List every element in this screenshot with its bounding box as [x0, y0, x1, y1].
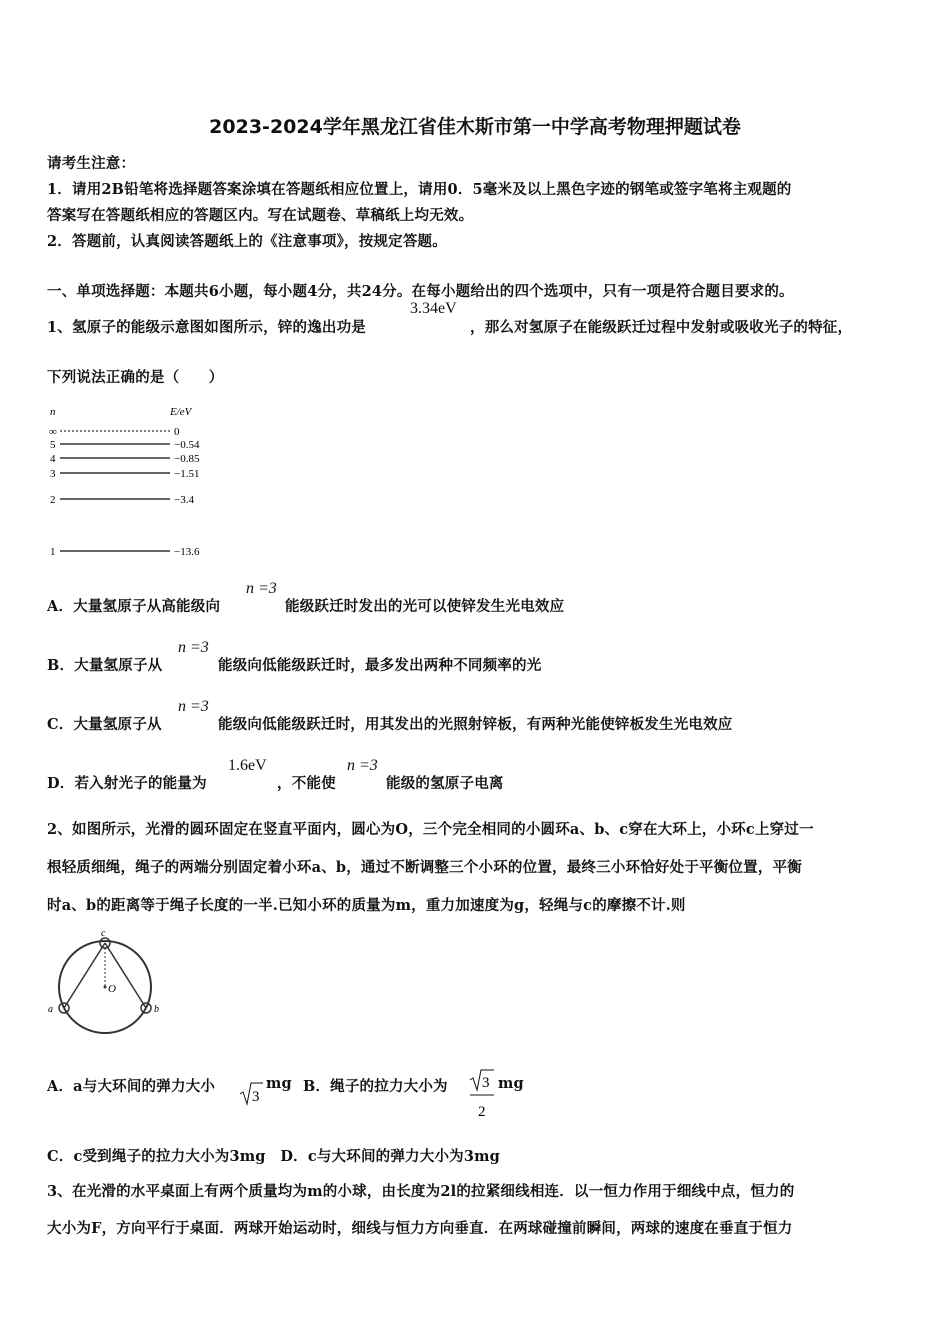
q2-option-b-denominator: 2 [478, 1104, 486, 1120]
q2-option-a-sqrt [238, 1080, 264, 1108]
rope-cb [105, 943, 146, 1008]
center-dot [104, 986, 107, 989]
q2-option-a-pre: A．a与大环间的弹力大小 [47, 1078, 216, 1095]
rope-ca [64, 943, 105, 1008]
section-heading: 一、单项选择题：本题共6小题，每小题4分，共24分。在每小题给出的四个选项中，只有一项是符合题目要求的。 [47, 283, 794, 300]
energy-level-diagram [46, 402, 226, 564]
level-3-e: −1.51 [174, 468, 200, 480]
label-a: a [48, 1004, 53, 1015]
q1-work-function: 3.34eV [410, 300, 457, 317]
q2-option-cd: C．c受到绳子的拉力大小为3mg D．c与大环间的弹力大小为3mg [47, 1148, 501, 1165]
level-4-e: −0.85 [174, 453, 200, 465]
q2-option-a-unit: mg [266, 1075, 292, 1092]
level-inf-n: ∞ [49, 426, 57, 438]
q1-option-b-post: 能级向低能级跃迁时，最多发出两种不同频率的光 [218, 657, 542, 674]
q1-option-a-pre: A．大量氢原子从高能级向 [47, 598, 221, 615]
notice-line-3: 2．答题前，认真阅读答题纸上的《注意事项》，按规定答题。 [47, 233, 447, 250]
q1-option-d-math2: n =3 [347, 757, 378, 774]
level-inf-e: 0 [174, 426, 180, 438]
level-5-e: −0.54 [174, 439, 200, 451]
q1-option-d-math1: 1.6eV [228, 757, 267, 774]
q1-option-a-math: n =3 [246, 580, 277, 597]
q2-line-3: 时a、b的距离等于绳子长度的一半.已知小环的质量为m，重力加速度为g，轻绳与c的摩擦不计.则 [47, 897, 686, 914]
q1-option-c-pre: C．大量氢原子从 [47, 716, 162, 733]
level-5-n: 5 [50, 439, 56, 451]
page-title: 2023-2024学年黑龙江省佳木斯市第一中学高考物理押题试卷 [209, 116, 741, 138]
q1-option-d-pre: D．若入射光子的能量为 [47, 775, 207, 792]
label-c: c [101, 928, 106, 939]
level-2-e: −3.4 [174, 494, 194, 506]
q2-option-b-pre: B．绳子的拉力大小为 [303, 1078, 448, 1095]
q1-option-c-post: 能级向低能级跃迁时，用其发出的光照射锌板，有两种光能使锌板发生光电效应 [218, 716, 733, 733]
level-1-e: −13.6 [174, 546, 200, 558]
q1-text-part2: ，那么对氢原子在能级跃迁过程中发射或吸收光子的特征， [470, 319, 853, 336]
q2-line-1: 2、如图所示，光滑的圆环固定在竖直平面内，圆心为O，三个完全相同的小圆环a、b、c穿在大环上，小环c上穿过一 [47, 821, 814, 838]
level-2-n: 2 [50, 494, 56, 506]
label-b: b [154, 1004, 159, 1015]
q3-line-1: 3、在光滑的水平桌面上有两个质量均为m的小球，由长度为2l的拉紧细线相连．以一恒力作用于细线中点，恒力的 [47, 1183, 795, 1200]
notice-line-1: 1．请用2B铅笔将选择题答案涂填在答题纸相应位置上，请用0．5毫米及以上黑色字迹的钢笔或签字笔将主观题的 [47, 181, 792, 198]
q2-option-a-radicand: 3 [252, 1089, 260, 1105]
q2-option-b-numerator: 3 [482, 1075, 490, 1091]
q2-option-b-unit: mg [498, 1075, 524, 1092]
q1-option-b-math: n =3 [178, 639, 209, 656]
q2-line-2: 根轻质细绳，绳子的两端分别固定着小环a、b，通过不断调整三个小环的位置，最终三小环恰好处于平衡位置，平衡 [47, 859, 802, 876]
q1-option-d-mid: ，不能使 [277, 775, 336, 792]
level-4-n: 4 [50, 453, 56, 465]
q1-option-c-math: n =3 [178, 698, 209, 715]
q1-text-line2: 下列说法正确的是（ ） [47, 369, 224, 386]
q1-option-b-pre: B．大量氢原子从 [47, 657, 163, 674]
diagram-e-label: E/eV [170, 406, 192, 418]
notice-heading: 请考生注意： [47, 155, 136, 172]
label-o: O [108, 983, 116, 995]
diagram-n-label: n [50, 406, 56, 418]
q3-line-2: 大小为F，方向平行于桌面．两球开始运动时，细线与恒力方向垂直．在两球碰撞前瞬间，两球的速度在垂直于恒力 [47, 1220, 793, 1237]
q1-option-a-post: 能级跃迁时发出的光可以使锌发生光电效应 [285, 598, 565, 615]
ring-figure [44, 926, 174, 1038]
q1-text-part1: 1、氢原子的能级示意图如图所示，锌的逸出功是 [47, 319, 366, 336]
level-3-n: 3 [50, 468, 56, 480]
notice-line-2: 答案写在答题纸相应的答题区内。写在试题卷、草稿纸上均无效。 [47, 207, 474, 224]
level-1-n: 1 [50, 546, 56, 558]
q1-option-d-post: 能级的氢原子电离 [386, 775, 504, 792]
q2-option-b-fraction [468, 1068, 496, 1124]
